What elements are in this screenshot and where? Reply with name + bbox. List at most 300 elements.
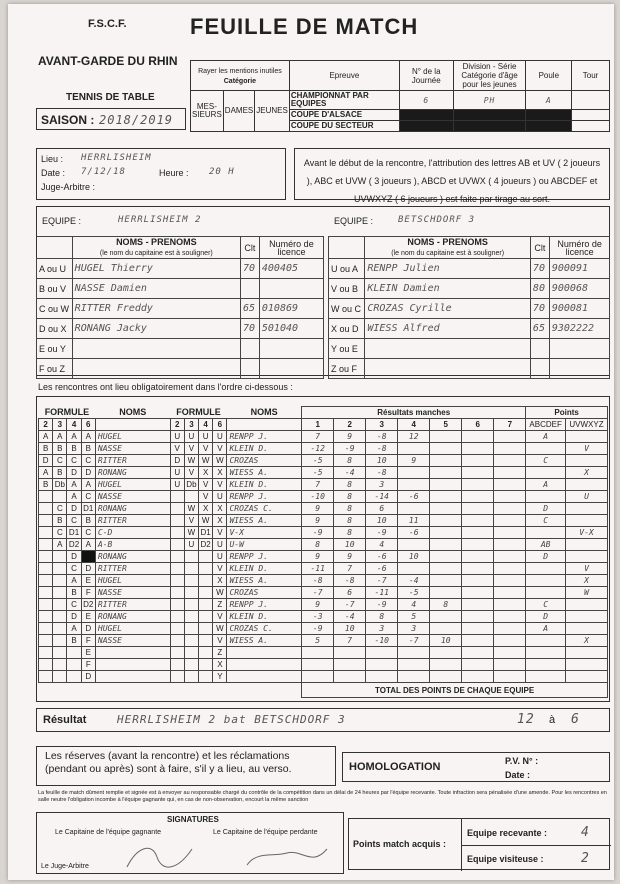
formule-cell-left xyxy=(53,647,67,659)
player-right-name: WIESS A. xyxy=(227,515,302,527)
points-abcdef xyxy=(526,659,566,671)
formule-cell-left: D xyxy=(67,503,81,515)
points-uvwxyz: W xyxy=(565,587,607,599)
recevante-value: 4 xyxy=(581,825,590,840)
set-score xyxy=(430,431,462,443)
set-score xyxy=(462,671,494,683)
points-match-label: Points match acquis : xyxy=(353,839,447,849)
homologation-date-label: Date : xyxy=(505,770,531,780)
formule-cell-left: F xyxy=(81,659,95,671)
match-row xyxy=(39,467,608,479)
match-row xyxy=(39,515,608,527)
formule-cell-left xyxy=(39,671,53,683)
blackout-cell xyxy=(453,110,526,121)
points-header: Points xyxy=(526,407,608,419)
formule-header-left: FORMULE xyxy=(44,407,90,418)
home-player-slot: C ou W xyxy=(37,299,73,319)
formule-cell-left xyxy=(39,575,53,587)
formule-cell-left: B xyxy=(39,443,53,455)
home-player-clt: 70 xyxy=(240,319,259,339)
formule-cell-right xyxy=(199,587,213,599)
set-score: 10 xyxy=(366,455,398,467)
set-score: 12 xyxy=(398,431,430,443)
home-equipe-label: EQUIPE : xyxy=(42,216,82,226)
signatures-title: SIGNATURES xyxy=(167,815,219,824)
formule-cell-right xyxy=(170,563,184,575)
points-uvwxyz xyxy=(565,431,607,443)
noms-header-right: NOMS xyxy=(250,407,278,418)
points-uvwxyz-header: UVWXYZ xyxy=(565,419,607,431)
away-noms-header: NOMS - PRENOMS (le nom du capitaine est à souligner) xyxy=(365,237,531,259)
formule-cell-right: Z xyxy=(213,599,227,611)
competition-table xyxy=(190,60,610,132)
player-right-name: RENPP J. xyxy=(227,551,302,563)
set-score xyxy=(494,587,526,599)
formule-cell-left: B xyxy=(53,467,67,479)
player-right-name: KLEIN D. xyxy=(227,479,302,491)
formule-cell-right: V xyxy=(184,515,198,527)
formule-cell-right: V xyxy=(213,527,227,539)
formule-cell-right xyxy=(170,635,184,647)
home-player-name: RONANG Jacky xyxy=(72,319,240,339)
points-abcdef xyxy=(526,671,566,683)
away-player-licence xyxy=(549,339,609,359)
away-player-clt: 70 xyxy=(530,299,549,319)
set-score xyxy=(494,515,526,527)
points-uvwxyz: X xyxy=(565,575,607,587)
set-score: 10 xyxy=(334,623,366,635)
points-uvwxyz xyxy=(565,515,607,527)
set-score: 5 xyxy=(398,611,430,623)
match-row xyxy=(39,575,608,587)
player-right-name: WIESS A. xyxy=(227,467,302,479)
away-equipe-label: EQUIPE : xyxy=(334,216,374,226)
player-right-name: CROZAS xyxy=(227,587,302,599)
set-score xyxy=(462,443,494,455)
dames: DAMES xyxy=(223,91,254,132)
formule-cell-left: E xyxy=(81,575,95,587)
points-uvwxyz: V-X xyxy=(565,527,607,539)
formule-col-header: 3 xyxy=(53,419,67,431)
points-uvwxyz xyxy=(565,611,607,623)
away-player-row xyxy=(329,339,610,359)
blackout-cell xyxy=(399,121,453,132)
formule-cell-left xyxy=(39,635,53,647)
formule-cell-right: U xyxy=(184,539,198,551)
formule-cell-right xyxy=(170,551,184,563)
set-score: -7 xyxy=(302,587,334,599)
points-uvwxyz: X xyxy=(565,635,607,647)
player-right-name: CROZAS C. xyxy=(227,503,302,515)
player-right-name: RENPP J. xyxy=(227,599,302,611)
season-box xyxy=(36,108,186,130)
home-player-slot: D ou X xyxy=(37,319,73,339)
set-score: 9 xyxy=(334,431,366,443)
formule-cell-left: B xyxy=(81,515,95,527)
set-score: -5 xyxy=(398,587,430,599)
set-score: -6 xyxy=(366,563,398,575)
away-licence-header: Numéro de licence xyxy=(549,237,609,259)
formule-cell-right xyxy=(170,527,184,539)
set-score xyxy=(462,527,494,539)
formule-cell-right xyxy=(199,671,213,683)
set-score xyxy=(302,671,334,683)
player-left-name: NASSE xyxy=(95,635,170,647)
formule-cell-left: F xyxy=(81,587,95,599)
home-player-slot: E ou Y xyxy=(37,339,73,359)
set-score: 9 xyxy=(398,455,430,467)
set-score xyxy=(462,575,494,587)
formule-cell-left: C xyxy=(81,455,95,467)
formule-cell-left: C xyxy=(53,503,67,515)
set-header: 2 xyxy=(334,419,366,431)
formule-cell-left xyxy=(39,527,53,539)
away-player-licence: 900081 xyxy=(549,299,609,319)
points-uvwxyz xyxy=(565,623,607,635)
set-header: 5 xyxy=(430,419,462,431)
set-score xyxy=(430,671,462,683)
formule-cell-left xyxy=(39,659,53,671)
set-score xyxy=(462,491,494,503)
set-header: 7 xyxy=(494,419,526,431)
formule-cell-left xyxy=(67,671,81,683)
set-score xyxy=(462,539,494,551)
set-score xyxy=(430,467,462,479)
home-player-row xyxy=(37,339,324,359)
away-clt-header: Clt xyxy=(530,237,549,259)
points-abcdef xyxy=(526,635,566,647)
set-score: 8 xyxy=(366,611,398,623)
signatures-box xyxy=(36,812,344,874)
formule-cell-left: D xyxy=(67,611,81,623)
formule-cell-left: E xyxy=(81,647,95,659)
set-score: 7 xyxy=(302,431,334,443)
rayer-mentions: Rayer les mentions inutiles Catégorie xyxy=(191,61,290,91)
formule-cell-right: U xyxy=(170,479,184,491)
away-player-row xyxy=(329,279,610,299)
formule-cell-right: W xyxy=(184,503,198,515)
set-score xyxy=(494,467,526,479)
formule-cell-right: U xyxy=(184,431,198,443)
player-left-name: NASSE xyxy=(95,491,170,503)
formule-cell-left: D xyxy=(39,455,53,467)
set-score xyxy=(494,647,526,659)
player-right-name: KLEIN D. xyxy=(227,443,302,455)
set-score xyxy=(366,659,398,671)
formule-cell-right xyxy=(184,563,198,575)
player-right-name: KLEIN D. xyxy=(227,611,302,623)
set-score: 4 xyxy=(366,539,398,551)
away-player-slot: V ou B xyxy=(329,279,365,299)
formule-cell-right: W xyxy=(213,587,227,599)
results-table xyxy=(38,406,608,698)
set-score xyxy=(494,479,526,491)
formule-cell-left: A xyxy=(39,431,53,443)
formule-cell-right: V xyxy=(213,443,227,455)
set-header: 3 xyxy=(366,419,398,431)
formule-cell-right xyxy=(199,599,213,611)
formule-cell-right xyxy=(170,515,184,527)
federation-label: F.S.C.F. xyxy=(88,18,127,30)
set-score xyxy=(398,443,430,455)
sport-label: TENNIS DE TABLE xyxy=(66,92,155,103)
set-score: 7 xyxy=(302,479,334,491)
match-row xyxy=(39,623,608,635)
match-row xyxy=(39,671,608,683)
player-left-name: RONANG xyxy=(95,503,170,515)
formule-cell-right: V xyxy=(213,563,227,575)
set-score xyxy=(398,671,430,683)
formule-cell-left: B xyxy=(39,479,53,491)
formule-cell-left: C xyxy=(81,491,95,503)
division-value: PH xyxy=(453,91,526,110)
formule-cell-left xyxy=(53,551,67,563)
formule-cell-right xyxy=(199,575,213,587)
set-score xyxy=(430,515,462,527)
formule-cell-right: Z xyxy=(213,647,227,659)
points-abcdef xyxy=(526,443,566,455)
match-row xyxy=(39,551,608,563)
formule-cell-left xyxy=(67,647,81,659)
formule-cell-left xyxy=(53,575,67,587)
set-header: 1 xyxy=(302,419,334,431)
set-score: 9 xyxy=(302,515,334,527)
away-player-row xyxy=(329,299,610,319)
set-score xyxy=(462,599,494,611)
formule-cell-right: U xyxy=(213,551,227,563)
blackout-cell xyxy=(453,121,526,132)
away-team-name: BETSCHDORF 3 xyxy=(398,215,476,225)
home-player-clt: 65 xyxy=(240,299,259,319)
juge-arbitre-label: Juge-Arbitre : xyxy=(41,182,96,192)
set-score: -3 xyxy=(302,611,334,623)
cap-perdante-label: Le Capitaine de l'équipe perdante xyxy=(213,829,318,836)
formule-cell-left xyxy=(53,563,67,575)
formule-cell-left xyxy=(53,623,67,635)
points-uvwxyz xyxy=(565,671,607,683)
empty-cell xyxy=(572,110,610,121)
points-uvwxyz xyxy=(565,479,607,491)
set-score xyxy=(494,491,526,503)
formule-cell-left: A xyxy=(81,431,95,443)
formule-cell-right: V xyxy=(213,611,227,623)
points-match-box xyxy=(348,818,610,870)
match-row xyxy=(39,443,608,455)
match-row xyxy=(39,563,608,575)
formule-cell-left xyxy=(39,623,53,635)
formule-cell-left: A xyxy=(67,491,81,503)
mes-sieurs: MES-SIEURS xyxy=(191,91,224,132)
formule-cell-left: D xyxy=(81,623,95,635)
set-score xyxy=(462,635,494,647)
formule-cell-right xyxy=(199,647,213,659)
set-score xyxy=(398,479,430,491)
formule-cell-left: D2 xyxy=(83,600,94,609)
lieu-label: Lieu : xyxy=(41,154,64,164)
formule-cell-right: D1 xyxy=(200,528,211,537)
set-score xyxy=(430,623,462,635)
journee-header: N° de la Journée xyxy=(399,61,453,91)
set-score: -7 xyxy=(334,599,366,611)
player-right-name: WIESS A. xyxy=(227,635,302,647)
set-score: -8 xyxy=(334,575,366,587)
points-abcdef: C xyxy=(526,455,566,467)
set-score: -7 xyxy=(366,575,398,587)
results-body xyxy=(39,431,608,683)
formule-cell-right: U xyxy=(170,431,184,443)
set-score: -12 xyxy=(302,443,334,455)
set-score: 8 xyxy=(334,491,366,503)
formule-cell-right: U xyxy=(213,539,227,551)
formule-cell-left: A xyxy=(67,431,81,443)
jeunes: JEUNES xyxy=(255,91,290,132)
formule-cell-left: A xyxy=(53,431,67,443)
set-score: 8 xyxy=(334,455,366,467)
player-left-name: NASSE xyxy=(95,587,170,599)
heure-label: Heure : xyxy=(159,168,189,178)
formule-cell-left xyxy=(53,671,67,683)
blackout-cell xyxy=(526,121,572,132)
set-score xyxy=(494,551,526,563)
set-score xyxy=(398,467,430,479)
formule-cell-left: D xyxy=(67,551,81,563)
set-score xyxy=(462,587,494,599)
set-score: -6 xyxy=(398,527,430,539)
formule-cell-right: D2 xyxy=(200,540,211,549)
formule-cell-left: D1 xyxy=(68,528,80,537)
formule-cell-right: U xyxy=(170,467,184,479)
match-row xyxy=(39,635,608,647)
formule-cell-left: C xyxy=(67,599,81,611)
formule-header-right: FORMULE xyxy=(176,407,221,418)
formule-cell-right xyxy=(184,491,198,503)
home-player-row xyxy=(37,279,324,299)
set-score: -4 xyxy=(334,467,366,479)
match-row xyxy=(39,455,608,467)
set-score: -9 xyxy=(366,527,398,539)
formule-cell-right: V xyxy=(184,443,198,455)
home-players-table xyxy=(36,236,324,379)
formule-cell-right: Y xyxy=(213,671,227,683)
set-score: 7 xyxy=(334,563,366,575)
formule-cell-left xyxy=(67,659,81,671)
match-row xyxy=(39,431,608,443)
away-player-clt: 80 xyxy=(530,279,549,299)
set-score xyxy=(334,647,366,659)
formule-cell-right xyxy=(199,611,213,623)
set-score xyxy=(398,659,430,671)
formule-cell-left: B xyxy=(53,443,67,455)
set-score xyxy=(462,611,494,623)
set-score xyxy=(430,443,462,455)
formule-cell-left: A xyxy=(39,467,53,479)
formule-cell-right: V xyxy=(184,467,198,479)
away-player-slot: Z ou F xyxy=(329,359,365,379)
set-score: 8 xyxy=(334,479,366,491)
epreuve-header: Epreuve xyxy=(289,61,399,91)
formule-cell-left: A xyxy=(67,623,81,635)
set-score: -9 xyxy=(334,443,366,455)
home-noms-header: NOMS - PRENOMS (le nom du capitaine est à souligner) xyxy=(72,237,240,259)
player-right-name xyxy=(227,659,302,671)
formule-cell-right xyxy=(170,491,184,503)
season-label: SAISON : xyxy=(41,113,95,127)
formule-cell-left: A xyxy=(53,539,67,551)
points-abcdef xyxy=(526,467,566,479)
formule-col-header: 6 xyxy=(81,419,95,431)
formule-cell-right xyxy=(184,599,198,611)
formule-cell-left: B xyxy=(67,443,81,455)
home-player-clt: 70 xyxy=(240,259,259,279)
set-score: 9 xyxy=(302,599,334,611)
home-player-licence: 400405 xyxy=(259,259,323,279)
set-score: 11 xyxy=(398,515,430,527)
points-uvwxyz xyxy=(565,647,607,659)
points-abcdef: D xyxy=(526,503,566,515)
formule-col-header: 4 xyxy=(67,419,81,431)
set-score xyxy=(430,611,462,623)
set-score: 3 xyxy=(366,623,398,635)
player-right-name: V-X xyxy=(227,527,302,539)
home-clt-header: Clt xyxy=(240,237,259,259)
set-score: 8 xyxy=(334,515,366,527)
set-score: 9 xyxy=(334,551,366,563)
match-row xyxy=(39,539,608,551)
formule-cell-left xyxy=(39,539,53,551)
points-abcdef xyxy=(526,575,566,587)
set-score xyxy=(398,503,430,515)
formule-cell-left: A xyxy=(81,479,95,491)
points-uvwxyz xyxy=(565,539,607,551)
set-score: 3 xyxy=(366,479,398,491)
points-abcdef: C xyxy=(526,599,566,611)
away-player-row xyxy=(329,259,610,279)
points-uvwxyz: X xyxy=(565,467,607,479)
formule-cell-left: A xyxy=(67,479,81,491)
formule-cell-right xyxy=(184,587,198,599)
formule-cell-right xyxy=(170,587,184,599)
formule-cell-right: V xyxy=(199,479,213,491)
set-score: -6 xyxy=(398,491,430,503)
set-score xyxy=(462,623,494,635)
set-score: -4 xyxy=(334,611,366,623)
divider xyxy=(461,845,611,846)
player-right-name xyxy=(227,671,302,683)
formule-cell-right xyxy=(170,647,184,659)
away-player-name: RENPP Julien xyxy=(365,259,531,279)
home-player-licence xyxy=(259,359,323,379)
formule-cell-right: W xyxy=(213,455,227,467)
formule-cell-left: C xyxy=(67,455,81,467)
formule-cell-right xyxy=(184,575,198,587)
set-score xyxy=(302,647,334,659)
away-player-name: WIESS Alfred xyxy=(365,319,531,339)
home-player-clt xyxy=(240,359,259,379)
points-uvwxyz xyxy=(565,599,607,611)
away-player-name xyxy=(365,359,531,379)
player-right-name xyxy=(227,647,302,659)
set-score: -8 xyxy=(366,431,398,443)
home-player-name xyxy=(72,339,240,359)
player-right-name: RENPP J. xyxy=(227,491,302,503)
formule-cell-left: C xyxy=(67,515,81,527)
formule-cell-right: U xyxy=(213,491,227,503)
homologation-label: HOMOLOGATION xyxy=(349,761,441,773)
formule-col-header: 6 xyxy=(213,419,227,431)
away-player-name xyxy=(365,339,531,359)
match-row xyxy=(39,587,608,599)
set-score xyxy=(430,479,462,491)
